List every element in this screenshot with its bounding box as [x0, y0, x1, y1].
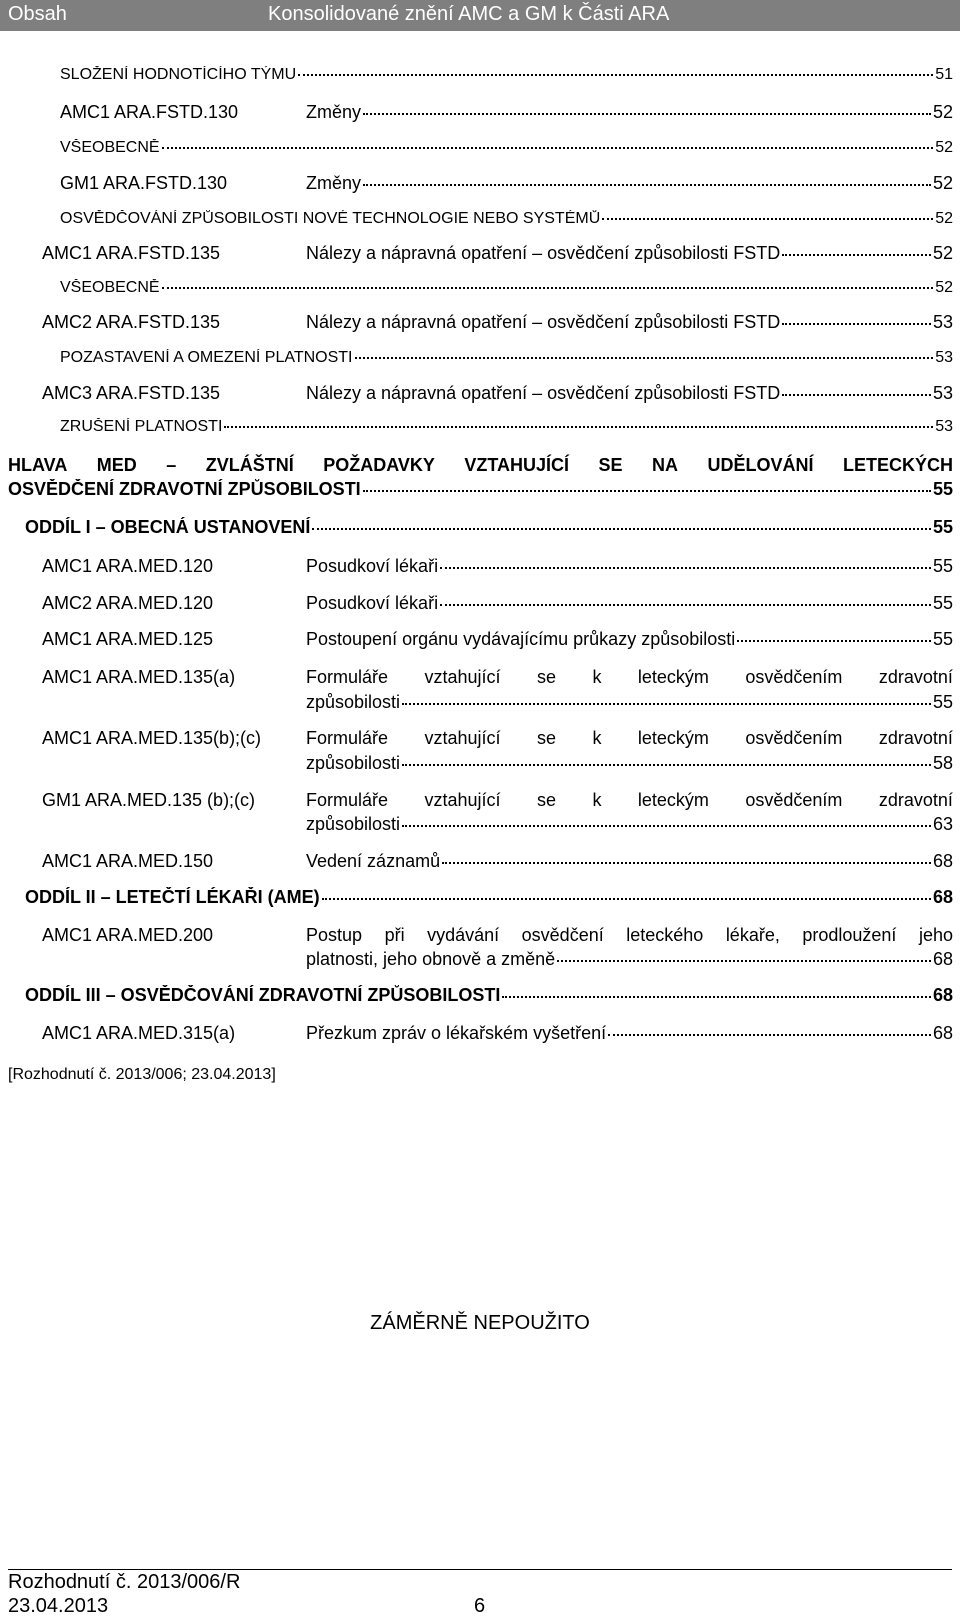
- toc-entry[interactable]: SLOŽENÍ HODNOTÍCÍHO TÝMU 51: [60, 66, 953, 83]
- toc-entry-code: AMC1 ARA.MED.135(a): [42, 667, 236, 687]
- toc-entry-line: Formuláře vztahující se k leteckým osvědčením zdravotní: [306, 728, 953, 748]
- toc-entry[interactable]: POZASTAVENÍ A OMEZENÍ PLATNOSTI 53: [60, 349, 953, 366]
- toc-entry-code: AMC1 ARA.MED.120: [42, 556, 214, 576]
- toc-entry-line: Formuláře vztahující se k leteckým osvědčením zdravotní: [306, 790, 953, 810]
- toc-entry-code: AMC2 ARA.FSTD.135: [42, 312, 221, 332]
- toc-entry[interactable]: ODDÍL II – LETEČTÍ LÉKAŘI (AME) 68: [25, 887, 953, 907]
- footer-decision: Rozhodnutí č. 2013/006/R: [8, 1571, 241, 1593]
- toc-entry[interactable]: OSVĚDČENÍ ZDRAVOTNÍ ZPŮSOBILOSTI 55: [8, 479, 953, 499]
- toc-entry-code: GM1 ARA.FSTD.130: [60, 173, 228, 193]
- footer-page-number: 6: [474, 1595, 486, 1617]
- intentionally-unused-notice: ZÁMĚRNĚ NEPOUŽITO: [370, 1312, 590, 1334]
- toc-entry[interactable]: Přezkum zpráv o lékařském vyšetření 68: [306, 1023, 953, 1043]
- footer-date: 23.04.2013: [8, 1595, 109, 1617]
- toc-entry[interactable]: Nálezy a nápravná opatření – osvědčení způsobilosti FSTD 52: [306, 243, 953, 263]
- toc-entry[interactable]: platnosti, jeho obnově a změně 68: [306, 949, 953, 969]
- toc-entry[interactable]: VŠEOBECNĚ 52: [60, 139, 953, 156]
- toc-entry[interactable]: Vedení záznamů 68: [306, 851, 953, 871]
- toc-entry[interactable]: Postoupení orgánu vydávajícímu průkazy způsobilosti 55: [306, 629, 953, 649]
- toc-entry-code: AMC2 ARA.MED.120: [42, 593, 214, 613]
- toc-entry[interactable]: Posudkoví lékaři 55: [306, 593, 953, 613]
- toc-entry[interactable]: Změny 52: [306, 102, 953, 122]
- toc-entry[interactable]: ZRUŠENÍ PLATNOSTI 53: [60, 418, 953, 435]
- toc-entry[interactable]: Nálezy a nápravná opatření – osvědčení způsobilosti FSTD 53: [306, 383, 953, 403]
- toc-entry[interactable]: ODDÍL III – OSVĚDČOVÁNÍ ZDRAVOTNÍ ZPŮSOBILOSTI 68: [25, 985, 953, 1005]
- toc-entry-code: AMC1 ARA.MED.315(a): [42, 1023, 236, 1043]
- toc-entry[interactable]: způsobilosti 58: [306, 753, 953, 773]
- toc-entry-code: AMC1 ARA.MED.150: [42, 851, 214, 871]
- toc-chapter-heading-line: HLAVA MED – ZVLÁŠTNÍ POŽADAVKY VZTAHUJÍCÍ SE NA UDĚLOVÁNÍ LETECKÝCH: [8, 455, 953, 475]
- header-section-label: Obsah: [8, 3, 67, 25]
- document-header: [0, 0, 960, 31]
- header-document-title: Konsolidované znění AMC a GM k Části ARA: [268, 3, 670, 25]
- toc-entry-code: AMC1 ARA.FSTD.135: [42, 243, 221, 263]
- toc-entry-code: GM1 ARA.MED.135 (b);(c): [42, 790, 256, 810]
- toc-entry[interactable]: způsobilosti 55: [306, 692, 953, 712]
- toc-entry[interactable]: ODDÍL I – OBECNÁ USTANOVENÍ 55: [25, 517, 953, 537]
- toc-entry[interactable]: Nálezy a nápravná opatření – osvědčení způsobilosti FSTD 53: [306, 312, 953, 332]
- toc-entry-line: Postup při vydávání osvědčení leteckého lékaře, prodloužení jeho: [306, 925, 953, 945]
- toc-entry[interactable]: Změny 52: [306, 173, 953, 193]
- toc-entry-code: AMC1 ARA.MED.135(b);(c): [42, 728, 262, 748]
- toc-entry[interactable]: Posudkoví lékaři 55: [306, 556, 953, 576]
- toc-entry[interactable]: způsobilosti 63: [306, 814, 953, 834]
- toc-entry-line: Formuláře vztahující se k leteckým osvědčením zdravotní: [306, 667, 953, 687]
- toc-entry[interactable]: VŠEOBECNĚ 52: [60, 279, 953, 296]
- toc-entry[interactable]: OSVĚDČOVÁNÍ ZPŮSOBILOSTI NOVÉ TECHNOLOGIE NEBO SYSTÉMŮ 52: [60, 210, 953, 227]
- toc-entry-code: AMC1 ARA.FSTD.130: [60, 102, 239, 122]
- toc-entry-code: AMC3 ARA.FSTD.135: [42, 383, 221, 403]
- footer-divider: [8, 1569, 952, 1570]
- toc-entry-code: AMC1 ARA.MED.125: [42, 629, 214, 649]
- decision-reference: [Rozhodnutí č. 2013/006; 23.04.2013]: [8, 1066, 276, 1083]
- toc-entry-code: AMC1 ARA.MED.200: [42, 925, 214, 945]
